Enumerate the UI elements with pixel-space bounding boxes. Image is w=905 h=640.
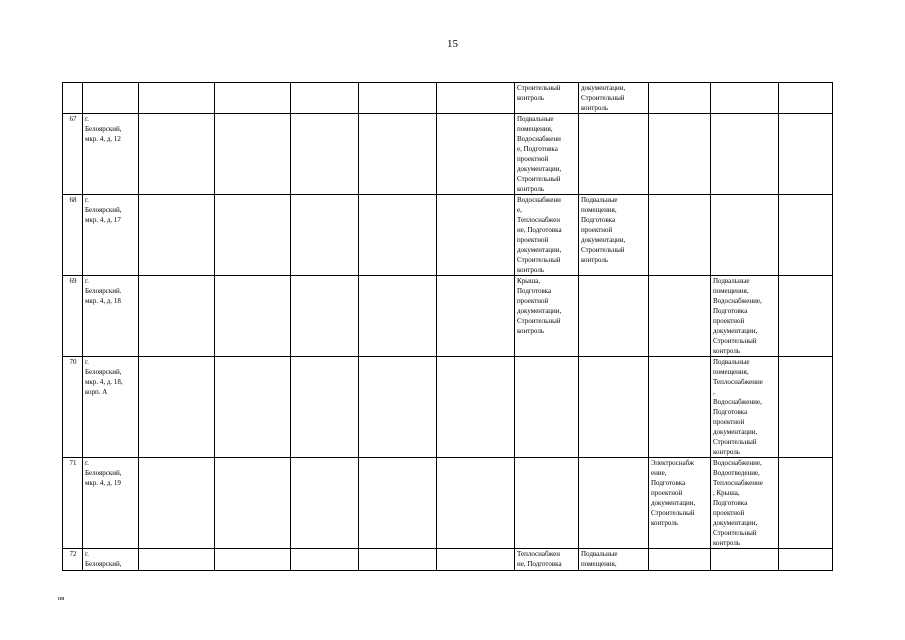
cell-text-line: контроль: [517, 266, 545, 274]
cell-text-line: Теплоснабжение: [713, 479, 763, 487]
cell-text-line: Подготовка: [517, 287, 552, 295]
empty-cell: [215, 357, 291, 458]
address-cell: [83, 83, 139, 114]
table-row: [63, 549, 833, 571]
work-type-cell: [579, 357, 649, 458]
work-type-cell: [649, 83, 711, 114]
empty-cell: [291, 458, 359, 549]
cell-text-line: Строительный: [651, 509, 695, 517]
work-type-cell: [515, 458, 579, 549]
address-cell: [83, 276, 139, 357]
table-row: [63, 458, 833, 549]
cell-text-line: помещения,: [581, 560, 617, 568]
cell-text-line: Подготовка: [581, 216, 616, 224]
cell-text-line: документации,: [581, 84, 626, 92]
empty-cell: [779, 83, 833, 114]
table-row: [63, 83, 833, 114]
cell-text-line: Электроснабж: [651, 459, 694, 467]
cell-text-line: мкр. 4, д. 18: [85, 297, 121, 305]
work-type-cell: [579, 549, 649, 571]
cell-text-line: Водоснабжение,: [713, 459, 762, 467]
cell-text-line: помещения,: [581, 206, 617, 214]
empty-cell: [139, 549, 215, 571]
empty-cell: [139, 276, 215, 357]
empty-cell: [291, 276, 359, 357]
cell-text-line: Строительный: [713, 337, 757, 345]
cell-text-line: Водоотведение,: [713, 469, 760, 477]
empty-cell: [291, 549, 359, 571]
cell-text-line: г.: [85, 277, 89, 285]
cell-text-line: Водоснабжени: [517, 135, 561, 143]
empty-cell: [215, 458, 291, 549]
cell-text-line: Белоярский,: [85, 206, 122, 214]
empty-cell: [359, 114, 437, 195]
work-type-cell: [649, 195, 711, 276]
address-cell: [83, 114, 139, 195]
work-type-cell: [515, 83, 579, 114]
cell-text-line: Строительный: [581, 94, 625, 102]
work-type-cell: [711, 83, 779, 114]
cell-text-line: помещения,: [713, 368, 749, 376]
cell-text-line: Белоярский,: [85, 125, 122, 133]
cell-text-line: проектной: [517, 297, 549, 305]
cell-text-line: Строительный: [517, 84, 561, 92]
empty-cell: [779, 114, 833, 195]
empty-cell: [139, 83, 215, 114]
empty-cell: [437, 357, 515, 458]
table-row: [63, 276, 833, 357]
empty-cell: [215, 276, 291, 357]
cell-text-line: документации,: [713, 428, 758, 436]
empty-cell: [139, 114, 215, 195]
cell-text-line: Строительный: [517, 175, 561, 183]
address-cell: [83, 458, 139, 549]
cell-text-line: Водоснабжение,: [713, 297, 762, 305]
cell-text-line: ,: [713, 388, 715, 396]
cell-text-line: г.: [85, 115, 89, 123]
empty-cell: [359, 549, 437, 571]
work-type-cell: [711, 195, 779, 276]
cell-text-line: Подвальные: [517, 115, 554, 123]
empty-cell: [779, 549, 833, 571]
cell-text-line: ение,: [651, 469, 667, 477]
cell-text-line: проектной: [651, 489, 683, 497]
empty-cell: [437, 83, 515, 114]
cell-text-line: контроль: [517, 185, 545, 193]
work-type-cell: [649, 114, 711, 195]
cell-text-line: контроль: [713, 539, 741, 547]
empty-cell: [437, 114, 515, 195]
cell-text-line: документации,: [517, 307, 562, 315]
empty-cell: [779, 276, 833, 357]
empty-cell: [291, 83, 359, 114]
cell-text-line: е,: [517, 206, 522, 214]
cell-text-line: мкр. 4, д. 19: [85, 479, 121, 487]
cell-text-line: г.: [85, 550, 89, 558]
work-type-cell: [649, 458, 711, 549]
empty-cell: [215, 195, 291, 276]
row-number-cell: [63, 83, 83, 114]
cell-text-line: контроль: [517, 94, 545, 102]
work-type-cell: [515, 195, 579, 276]
cell-text-line: документации,: [517, 165, 562, 173]
address-cell: [83, 195, 139, 276]
cell-text-line: Белоярский.: [85, 287, 122, 295]
cell-text-line: Белоярский,: [85, 560, 122, 568]
work-type-cell: [579, 195, 649, 276]
cell-text-line: , Крыша,: [713, 489, 740, 497]
work-type-cell: [711, 458, 779, 549]
work-type-cell: [515, 114, 579, 195]
cell-text-line: Подготовка: [713, 307, 748, 315]
empty-cell: [779, 195, 833, 276]
cell-text-line: документации,: [713, 327, 758, 335]
cell-text-line: Подвальные: [713, 358, 750, 366]
cell-text-line: проектной: [713, 317, 745, 325]
cell-text-line: контроль: [713, 448, 741, 456]
empty-cell: [359, 276, 437, 357]
empty-cell: [215, 549, 291, 571]
empty-cell: [139, 357, 215, 458]
cell-text-line: Белоярский,: [85, 368, 122, 376]
footer-mark: ни: [58, 596, 65, 602]
empty-cell: [359, 195, 437, 276]
cell-text-line: мкр. 4, д. 18,: [85, 378, 123, 386]
cell-text-line: контроль: [581, 256, 609, 264]
work-type-cell: [579, 83, 649, 114]
table-row: [63, 195, 833, 276]
work-type-cell: [711, 276, 779, 357]
cell-text-line: контроль: [651, 519, 679, 527]
cell-text-line: проектной: [713, 418, 745, 426]
cell-text-line: Подготовка: [713, 408, 748, 416]
row-number-cell: 67: [63, 114, 83, 195]
cell-text-line: проектной: [713, 509, 745, 517]
cell-text-line: документации,: [713, 519, 758, 527]
cell-text-line: Подготовка: [651, 479, 686, 487]
work-type-cell: [579, 458, 649, 549]
row-number-cell: 70: [63, 357, 83, 458]
empty-cell: [291, 195, 359, 276]
cell-text-line: контроль: [713, 347, 741, 355]
work-type-cell: [515, 276, 579, 357]
cell-text-line: документации,: [581, 236, 626, 244]
empty-cell: [215, 83, 291, 114]
work-type-cell: [711, 114, 779, 195]
cell-text-line: документации,: [651, 499, 696, 507]
work-type-cell: [579, 276, 649, 357]
empty-cell: [437, 549, 515, 571]
cell-text-line: документации,: [517, 246, 562, 254]
cell-text-line: корп. А: [85, 388, 108, 396]
cell-text-line: Подготовка: [713, 499, 748, 507]
empty-cell: [215, 114, 291, 195]
empty-cell: [779, 357, 833, 458]
cell-text-line: Белоярский,: [85, 469, 122, 477]
cell-text-line: Подвальные: [581, 550, 618, 558]
cell-text-line: Строительный: [713, 438, 757, 446]
address-cell: [83, 549, 139, 571]
cell-text-line: Строительный: [581, 246, 625, 254]
table-row: [63, 114, 833, 195]
cell-text-line: Подвальные: [713, 277, 750, 285]
work-type-cell: [579, 114, 649, 195]
empty-cell: [437, 276, 515, 357]
row-number-cell: 68: [63, 195, 83, 276]
cell-text-line: Теплоснабжен: [517, 216, 560, 224]
cell-text-line: Водоснабжени: [517, 196, 561, 204]
work-type-cell: [515, 357, 579, 458]
cell-text-line: Подвальные: [581, 196, 618, 204]
page-number: 15: [447, 38, 458, 50]
empty-cell: [437, 458, 515, 549]
table-row: [63, 357, 833, 458]
empty-cell: [359, 458, 437, 549]
work-type-cell: [649, 276, 711, 357]
row-number-cell: 71: [63, 458, 83, 549]
work-type-cell: [649, 357, 711, 458]
cell-text-line: Теплоснабжен: [517, 550, 560, 558]
cell-text-line: г.: [85, 196, 89, 204]
cell-text-line: проектной: [517, 236, 549, 244]
cell-text-line: Строительный: [713, 529, 757, 537]
cell-text-line: проектной: [517, 155, 549, 163]
cell-text-line: Строительный: [517, 256, 561, 264]
cell-text-line: контроль: [517, 327, 545, 335]
work-type-cell: [649, 549, 711, 571]
cell-text-line: ие, Подготовка: [517, 226, 562, 234]
cell-text-line: Водоснабжение,: [713, 398, 762, 406]
empty-cell: [359, 357, 437, 458]
cell-text-line: мкр. 4, д. 12: [85, 135, 121, 143]
row-number-cell: 72: [63, 549, 83, 571]
cell-text-line: Строительный: [517, 317, 561, 325]
cell-text-line: г.: [85, 459, 89, 467]
cell-text-line: Крыша,: [517, 277, 541, 285]
row-number-cell: 69: [63, 276, 83, 357]
cell-text-line: Теплоснабжение: [713, 378, 763, 386]
empty-cell: [139, 195, 215, 276]
work-type-cell: [711, 357, 779, 458]
empty-cell: [291, 357, 359, 458]
address-cell: [83, 357, 139, 458]
cell-text-line: ие, Подготовка: [517, 560, 562, 568]
empty-cell: [779, 458, 833, 549]
cell-text-line: мкр. 4, д. 17: [85, 216, 121, 224]
cell-text-line: помещения,: [713, 287, 749, 295]
cell-text-line: г.: [85, 358, 89, 366]
housing-repair-schedule-table: [62, 82, 833, 571]
work-type-cell: [515, 549, 579, 571]
cell-text-line: е, Подготовка: [517, 145, 558, 153]
cell-text-line: контроль: [581, 104, 609, 112]
empty-cell: [359, 83, 437, 114]
empty-cell: [291, 114, 359, 195]
cell-text-line: проектной: [581, 226, 613, 234]
empty-cell: [437, 195, 515, 276]
empty-cell: [139, 458, 215, 549]
cell-text-line: помещения,: [517, 125, 553, 133]
work-type-cell: [711, 549, 779, 571]
